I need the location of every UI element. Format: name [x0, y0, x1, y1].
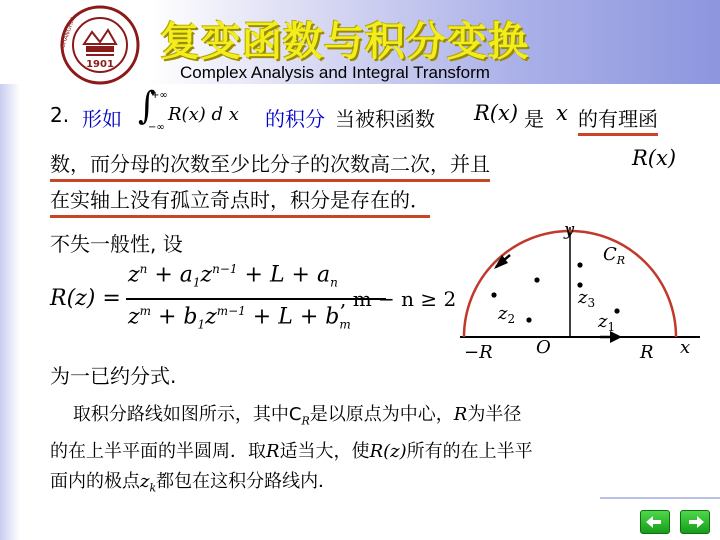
R-label: R [640, 342, 654, 363]
university-logo [56, 4, 144, 86]
line1-suffix: 的积分 [265, 107, 325, 131]
svg-text:SHANGHAI: SHANGHAI [59, 16, 77, 49]
formula-denominator: $z^m + b_1z^{m-1} + L + b_m$ [128, 304, 351, 332]
wlog-text: 不失一般性, 设 [50, 232, 183, 256]
line2-text: 数，而分母的次数至少比分子的次数高二次，并且 [50, 148, 490, 182]
course-title: 复变函数与积分变换 [160, 19, 529, 65]
pole-label-z1: $z_1$ [598, 311, 616, 334]
integral-lower-limit: −∞ [148, 122, 165, 133]
line3-text: 在实轴上没有孤立奇点时，积分是存在的． [50, 184, 430, 218]
paragraph-line-3: 面内的极点$z_k$都包在这积分路线内． [50, 470, 337, 495]
curve-label: $C_R$ [603, 244, 626, 267]
pole [526, 317, 531, 322]
formula-numerator: $z^n + a_1z^{n-1} + L + a_n$ [128, 262, 338, 290]
formula-condition: , m − n ≥ 2 [340, 287, 457, 311]
integral-expression [134, 84, 264, 134]
contour-diagram [450, 215, 710, 375]
pole [577, 262, 582, 267]
pole-label-z3: $z_3$ [578, 287, 596, 310]
line1-x: x [556, 101, 568, 125]
pole-z1 [614, 308, 619, 313]
logo-year: 1901 [86, 59, 114, 70]
line1-condition-c: 的有理函 [578, 103, 658, 136]
arrow-left-icon [641, 511, 669, 533]
next-slide-button[interactable] [680, 510, 710, 534]
line1-Rx: R(x) [474, 101, 519, 125]
pole [534, 277, 539, 282]
nav-divider [600, 497, 720, 499]
integral-sign: ∫ [138, 84, 156, 128]
item-number: 2. [50, 103, 70, 127]
pole-z2 [491, 292, 496, 297]
line1-prefix: 形如 [82, 107, 122, 131]
paragraph-line-1: 取积分路线如图所示，其中$C_R$是以原点为中心，R为半径 [50, 404, 522, 428]
origin-label: O [536, 337, 551, 358]
prev-slide-button[interactable] [640, 510, 670, 534]
line2-Rx: R(x) [632, 146, 677, 170]
contour-description [50, 400, 700, 503]
known-fraction-text: 为一已约分式. [50, 364, 177, 388]
line1-condition-b: 是 [524, 107, 544, 131]
rational-function-formula [50, 260, 460, 340]
y-axis-label: y [564, 219, 575, 240]
paragraph-line-2: 的在上半平面的半圆周．取R适当大，使R(z)所有的在上半平 [50, 440, 533, 462]
pole-label-z2: $z_2$ [498, 303, 516, 326]
course-subtitle: Complex Analysis and Integral Transform [180, 63, 490, 82]
integral-upper-limit: +∞ [151, 90, 168, 101]
line1-condition-a: 当被积函数 [335, 107, 435, 131]
left-decoration-strip [0, 84, 20, 540]
neg-R-label: −R [464, 342, 493, 363]
formula-lhs: R(z) = [50, 286, 121, 311]
arrow-right-icon [681, 511, 709, 533]
integrand: R(x) d x [168, 104, 239, 125]
x-axis-label: x [680, 337, 691, 358]
